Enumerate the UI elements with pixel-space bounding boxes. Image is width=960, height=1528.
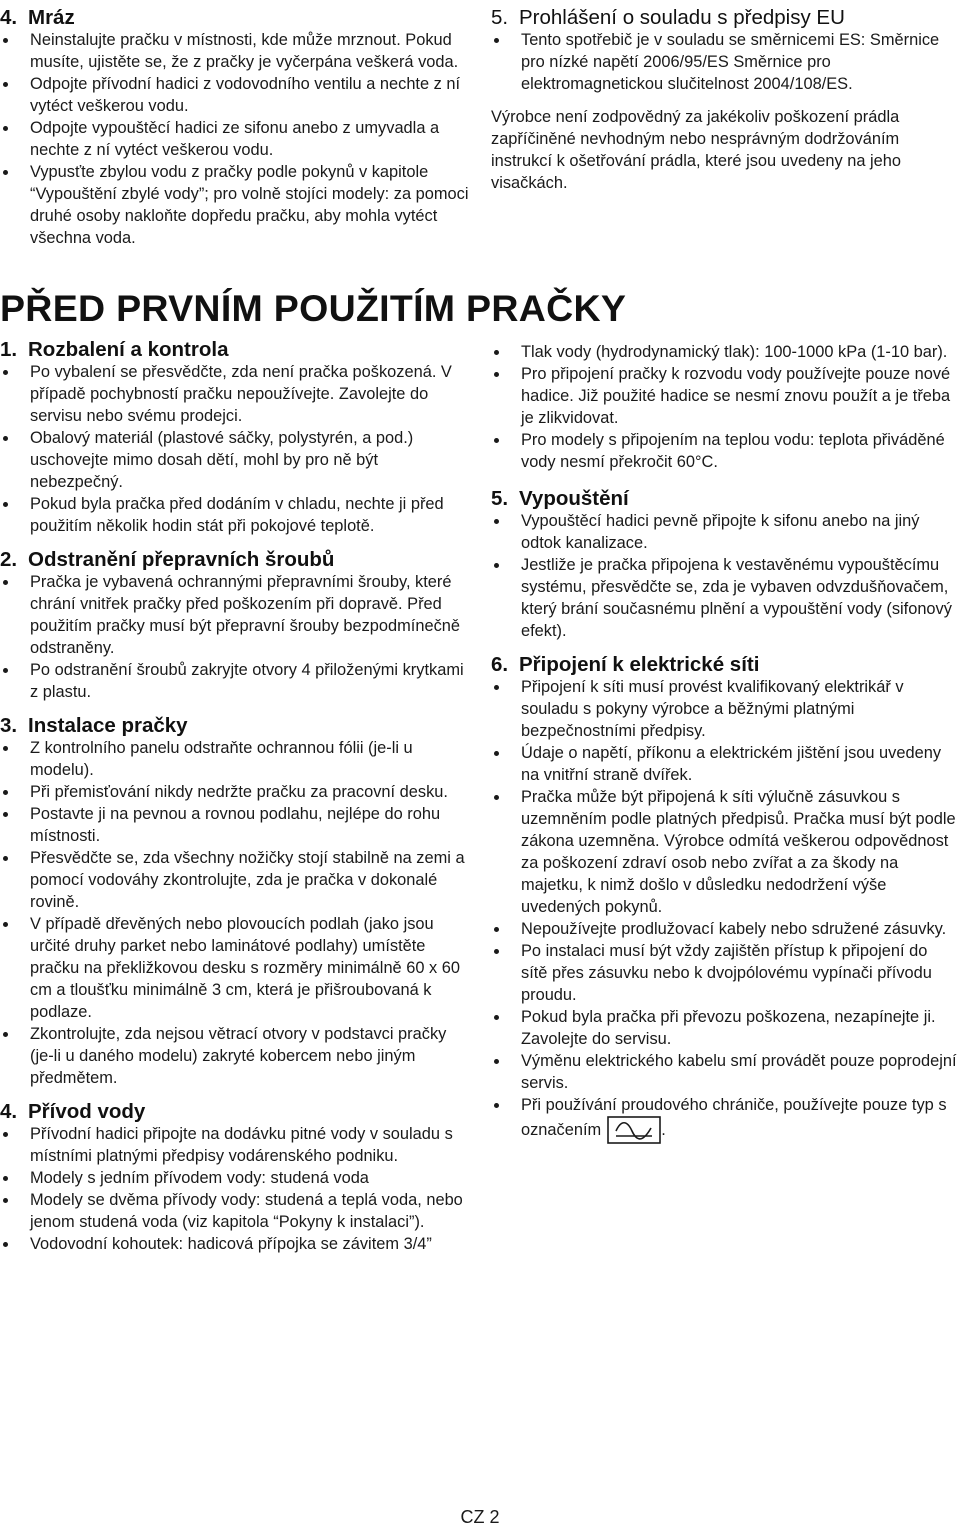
bullet-icon	[3, 790, 8, 795]
bullet-icon	[3, 1132, 8, 1137]
bullet-icon	[3, 126, 8, 131]
list-item: Pokud byla pračka před dodáním v chladu, nechte ji před použitím několik hodin stát při pokojové teplotě.	[0, 493, 470, 537]
bullet-icon	[3, 746, 8, 751]
frost-heading-text: Mráz	[28, 6, 75, 29]
bullet-icon	[3, 436, 8, 441]
unpacking-section	[0, 338, 470, 537]
bullet-icon	[494, 927, 499, 932]
bullet-icon	[494, 519, 499, 524]
list-item: Při přemisťování nikdy nedržte pračku za pracovní desku.	[0, 781, 470, 803]
bullet-icon	[494, 1015, 499, 1020]
list-item: Postavte ji na pevnou a rovnou podlahu, nejlépe do rohu místnosti.	[0, 803, 470, 847]
frost-heading-num: 4.	[0, 6, 18, 29]
list-item: Přesvědčte se, zda všechny nožičky stojí stabilně na zemi a pomocí vodováhy zkontrolujte, zda je pračka v dokonalé rovině.	[0, 847, 470, 913]
rcd-type-a-icon	[607, 1116, 661, 1144]
bullet-icon	[494, 751, 499, 756]
section-heading: 1. Rozbalení a kontrola	[0, 338, 229, 361]
bullet-icon	[3, 1032, 8, 1037]
list-item: Výměnu elektrického kabelu smí provádět pouze poprodejní servis.	[491, 1050, 957, 1094]
list-item: Obalový materiál (plastové sáčky, polystyrén, a pod.) uschovejte mimo dosah dětí, mohl by pro ně být nebezpečný.	[0, 427, 470, 493]
bullet-icon	[3, 1198, 8, 1203]
manufacturer-disclaimer: Výrobce není zodpovědný za jakékoliv poškození prádla zapříčiněné nevhodným nebo nesprávným dodržováním instrukcí k ošetřování prádla, které jsou uvedeny na jeho visačkách.	[491, 108, 901, 192]
list-item: Pro připojení pračky k rozvodu vody používejte pouze nové hadice. Již použité hadice se nesmí znovu použít a je třeba je zlikvidovat.	[491, 363, 957, 429]
list-item: Odpojte vypouštěcí hadici ze sifonu anebo z umyvadla a nechte z ní vytéct veškerou vodu.	[0, 117, 470, 161]
eu-heading	[491, 6, 957, 30]
electrical-connection-section	[491, 653, 957, 1144]
list-item: Při používání proudového chrániče, používejte pouze typ s označením .	[491, 1094, 957, 1144]
list-item: Po vybalení se přesvědčte, zda není pračka poškozená. V případě pochybností pračku nepoužívejte. Zavolejte do servisu nebo svému prodejci.	[0, 361, 470, 427]
section-heading: 5. Vypouštění	[491, 487, 629, 510]
list-item: Vypouštěcí hadici pevně připojte k sifonu anebo na jiný odtok kanalizace.	[491, 510, 957, 554]
bullet-icon	[3, 856, 8, 861]
list-item: Jestliže je pračka připojena k vestavěnému vypouštěcímu systému, přesvědčte se, zda je vybaven odvzdušňovačem, který brání současnému plnění a vypouštění vody (sifonový efekt).	[491, 554, 957, 642]
list-item: Vypusťte zbylou vodu z pračky podle pokynů v kapitole “Vypouštění zbylé vody”; pro volně stojíci modely: za pomoci druhé osoby nakloňte dopředu pračku, aby mohla vytéct všechna voda.	[0, 161, 470, 249]
frost-section	[0, 6, 470, 249]
bullet-icon	[3, 38, 8, 43]
list-item: Odpojte přívodní hadici z vodovodního ventilu a nechte z ní vytéct veškerou vodu.	[0, 73, 470, 117]
list-item: Pokud byla pračka při převozu poškozena, nezapínejte ji. Zavolejte do servisu.	[491, 1006, 957, 1050]
rcd-type-a-icon-svg	[607, 1116, 661, 1144]
list-item: Pračka může být připojená k síti výlučně zásuvkou s uzemněním podle platných předpisů. Pračka musí být podle zákona uzemněna. Výrobce odmítá veškerou odpovědnost za poškození zdraví osob nebo zvířat a za škody na majetku, k nimž došlo v důsledku nedodržení výše uvedených pokynů.	[491, 786, 957, 918]
list-item: Připojení k síti musí provést kvalifikovaný elektrikář v souladu s pokyny výrobce a běžnými platnými bezpečnostními předpisy.	[491, 676, 957, 742]
water-inlet-continued-list	[491, 341, 957, 473]
page-title: PŘED PRVNÍM POUŽITÍM PRAČKY	[0, 287, 627, 329]
list-item: Z kontrolního panelu odstraňte ochrannou fólii (je-li u modelu).	[0, 737, 470, 781]
bullet-icon	[3, 668, 8, 673]
bullet-icon	[494, 1103, 499, 1108]
page-number: CZ 2	[460, 1507, 500, 1527]
list-item: Neinstalujte pračku v místnosti, kde může mrznout. Pokud musíte, ujistěte se, že z pračky je vyčerpána veškerá voda.	[0, 29, 470, 73]
bullet-icon	[3, 812, 8, 817]
section-heading: 3. Instalace pračky	[0, 714, 188, 737]
eu-list	[491, 29, 957, 95]
water-inlet-section	[0, 1100, 470, 1255]
bullet-icon	[494, 438, 499, 443]
list-item: Pračka je vybavená ochrannými přepravními šrouby, které chrání vnitřek pračky před poškozením při dopravě. Před použitím pračky musí být přepravní šrouby bezpodmínečně odstraněny.	[0, 571, 470, 659]
bullet-icon	[3, 1176, 8, 1181]
list-item: Tlak vody (hydrodynamický tlak): 100-1000 kPa (1-10 bar).	[491, 341, 957, 363]
list-item: Údaje o napětí, příkonu a elektrickém jištění jsou uvedeny na vnitřní straně dvířek.	[491, 742, 957, 786]
list-item: Pro modely s připojením na teplou vodu: teplota přiváděné vody nesmí překročit 60°C.	[491, 429, 957, 473]
left-sections	[0, 338, 470, 1255]
bullet-icon	[3, 922, 8, 927]
bullet-icon	[494, 795, 499, 800]
bullet-icon	[494, 350, 499, 355]
section-heading: 6. Připojení k elektrické síti	[491, 653, 760, 676]
list-item: Modely se dvěma přívody vody: studená a teplá voda, nebo jenom studená voda (viz kapitola “Pokyny k instalaci”).	[0, 1189, 470, 1233]
section-heading: 4. Přívod vody	[0, 1100, 146, 1123]
bullet-icon	[3, 170, 8, 175]
bullet-icon	[3, 1242, 8, 1247]
bullet-icon	[494, 685, 499, 690]
transport-screws-section	[0, 548, 470, 703]
eu-compliance-section	[491, 6, 957, 194]
bullet-icon	[3, 502, 8, 507]
list-item: Zkontrolujte, zda nejsou větrací otvory v podstavci pračky (je-li u daného modelu) zakryté kobercem nebo jiným předmětem.	[0, 1023, 470, 1089]
bullet-icon	[494, 372, 499, 377]
section-heading: 2. Odstranění přepravních šroubů	[0, 548, 335, 571]
list-item: Přívodní hadici připojte na dodávku pitné vody v souladu s místními platnými předpisy vodárenského podniku.	[0, 1123, 470, 1167]
bullet-icon	[3, 82, 8, 87]
bullet-icon	[494, 1059, 499, 1064]
list-item: Vodovodní kohoutek: hadicová přípojka se závitem 3/4”	[0, 1233, 470, 1255]
eu-heading-text: Prohlášení o souladu s předpisy EU	[519, 6, 845, 29]
drainage-section	[491, 487, 957, 642]
bullet-icon	[3, 580, 8, 585]
bullet-icon	[494, 38, 499, 43]
list-item: V případě dřevěných nebo plovoucích podlah (jako jsou určité druhy parket nebo laminátové podlahy) umístěte pračku na překližkovou desku s rozměry minimálně 60 x 60 cm a tloušťku minimálně 3 cm, která je přišroubovaná k podlaze.	[0, 913, 470, 1023]
bullet-icon	[494, 563, 499, 568]
installation-section	[0, 714, 470, 1089]
list-item: Po instalaci musí být vždy zajištěn přístup k připojení do sítě přes zásuvku nebo k dvojpólovému vypínači přívodu proudu.	[491, 940, 957, 1006]
eu-heading-num: 5.	[491, 6, 509, 29]
list-item: Tento spotřebič je v souladu se směrnicemi ES: Směrnice pro nízké napětí 2006/95/ES Směrnice pro elektromagnetickou slučitelnost 2004/108/ES.	[491, 29, 957, 95]
right-sections	[491, 341, 957, 1144]
list-item: Modely s jedním přívodem vody: studená voda	[0, 1167, 470, 1189]
frost-list	[0, 29, 470, 249]
list-item: Po odstranění šroubů zakryjte otvory 4 přiloženými krytkami z plastu.	[0, 659, 470, 703]
bullet-icon	[494, 949, 499, 954]
list-item: Nepoužívejte prodlužovací kabely nebo sdružené zásuvky.	[491, 918, 957, 940]
bullet-icon	[3, 370, 8, 375]
frost-heading	[0, 6, 470, 30]
